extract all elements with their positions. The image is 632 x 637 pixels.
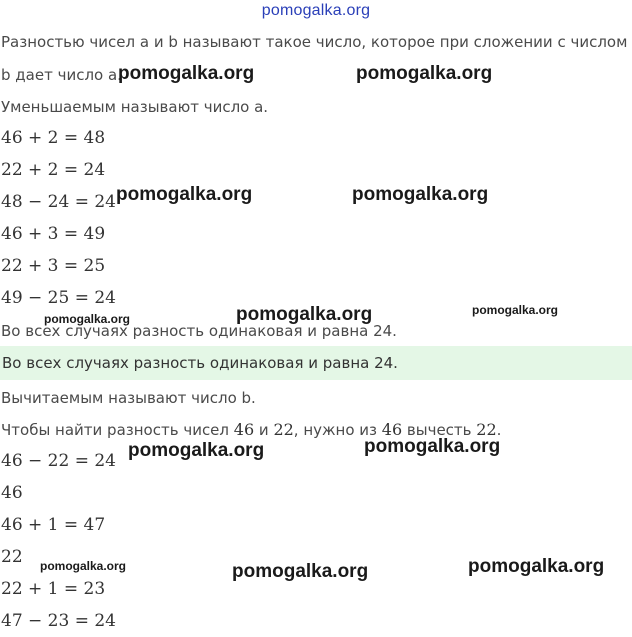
header-watermark: pomogalka.org — [261, 2, 371, 19]
equation: 49 − 25 = 24 — [1, 288, 116, 308]
equation: 22 — [1, 547, 23, 567]
instruction-part: . — [496, 421, 502, 439]
watermark: pomogalka.org — [40, 559, 127, 573]
equation: 46 − 22 = 24 — [1, 451, 116, 471]
instruction-number: 46 — [233, 420, 255, 439]
instruction-part: вычесть — [402, 421, 477, 439]
highlight-text: Во всех случаях разность одинаковая и равна 24. — [2, 354, 398, 372]
subtrahend-definition: Вычитаемым называют число b. — [1, 389, 256, 407]
watermark: pomogalka.org — [352, 184, 489, 205]
watermark: pomogalka.org — [232, 561, 369, 582]
watermark: pomogalka.org — [468, 556, 605, 577]
equation: 47 − 23 = 24 — [1, 611, 116, 631]
equation: 22 + 2 = 24 — [1, 160, 106, 180]
equation: 46 + 2 = 48 — [1, 128, 106, 148]
difference-conclusion: Во всех случаях разность одинаковая и равна 24. — [1, 322, 397, 340]
watermark: pomogalka.org — [364, 436, 501, 457]
equation: 46 — [1, 483, 23, 503]
definition-line-1: Разностью чисел a и b называют такое число, которое при сложении с числом — [1, 33, 628, 51]
equation: 46 + 1 = 47 — [1, 515, 106, 535]
watermark: pomogalka.org — [116, 184, 253, 205]
instruction-part: Чтобы найти разность чисел — [1, 421, 234, 439]
equation: 22 + 3 = 25 — [1, 256, 106, 276]
watermark: pomogalka.org — [118, 63, 255, 84]
minuend-definition: Уменьшаемым называют число a. — [1, 98, 269, 116]
watermark: pomogalka.org — [236, 304, 373, 325]
watermark: pomogalka.org — [44, 312, 131, 326]
definition-line-2: b дает число a. — [1, 66, 122, 84]
equation: 48 − 24 = 24 — [1, 192, 116, 212]
watermark: pomogalka.org — [472, 303, 559, 317]
equation: 22 + 1 = 23 — [1, 579, 106, 599]
watermark: pomogalka.org — [128, 440, 265, 461]
equation: 46 + 3 = 49 — [1, 224, 106, 244]
instruction-number: 22 — [273, 420, 294, 439]
instruction-number: 22 — [476, 420, 497, 439]
instruction-number: 46 — [381, 420, 403, 439]
instruction-part: и — [254, 421, 274, 439]
watermark: pomogalka.org — [356, 63, 493, 84]
instruction-part: , нужно из — [293, 421, 382, 439]
